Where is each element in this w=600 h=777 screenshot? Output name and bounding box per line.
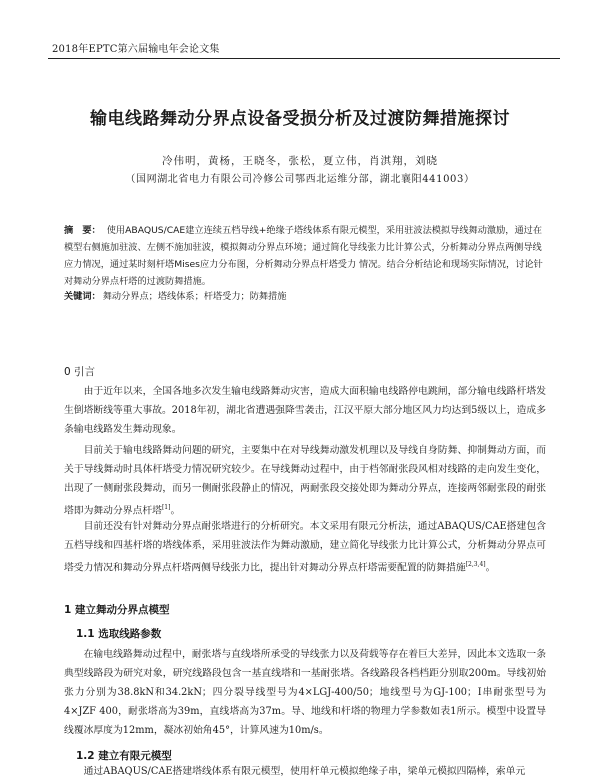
abstract: [64, 222, 544, 290]
section-1-1-paragraph: 在输电线路舞动过程中，耐张塔与直线塔所承受的导线张力以及荷载等存在着巨大差异，因此本文选取一条典型线路段为研究对象，研究线路段包含一基直线塔和一基耐张塔。各线路段各档档距分别取200m。导线初始张力分别为38.8kN和34.2kN；四分裂导线型号为4×LGJ-400/50；地线型号为GJ-100；Ⅰ串耐张型号为4×JZF 400，耐张塔高为39m，直线塔高为37m。导、地线和杆塔的物理力学参数如表1所示。模型中设置导线覆冰厚度为12mm，凝冰初始角45°，计算风速为10m/s。: [64, 649, 546, 736]
abstract-text: 使用ABAQUS/CAE建立连续五档导线+绝缘子塔线体系有限元模型，采用驻波法模拟导线舞动激励，通过在模型右侧施加驻波、左侧不施加驻波，模拟舞动分界点环境；通过简化导线张力比计算公式，分析舞动分界点两侧导线应力情况，通过某时刻杆塔Mises应力分布图，分析舞动分界点杆塔受力 情况。结合分析结论和现场实际情况，讨论针对舞动分界点杆塔的过渡防舞措施。: [64, 225, 543, 287]
running-header: 2018年EPTC第六届输电年会论文集: [52, 44, 220, 55]
keywords-text: 舞动分界点；塔线体系；杆塔受力；防舞措施: [102, 291, 287, 302]
intro-paragraph-3-text: 目前还没有针对舞动分界点耐张塔进行的分析研究。本文采用有限元分析法，通过ABAQUS/CAE搭建包含五档导线和四基杆塔的塔线体系，采用驻波法作为舞动激励，建立简化导线张力比计算公式，分析舞动分界点可塔受力情况和舞动分界点杆塔两侧导线张力比，提出针对舞动分界点杆塔需要配置的防舞措施: [64, 521, 546, 574]
abstract-label: 摘 要：: [64, 225, 101, 236]
intro-paragraph-2: 目前关于输电线路舞动问题的研究，主要集中在对导线舞动激发机理以及导线自身防舞、抑制舞动方面，而关于导线舞动时具体杆塔受力情况研究较少。在导线舞动过程中，由于档邻耐张段风相对线路的走向发生变化，出现了一侧耐张段舞动，而另一侧耐张段静止的情况，两耐张段交接处即为舞动分界点，连接两邻耐张段的耐张塔即为舞动分界点杆塔[1]。: [64, 445, 546, 517]
intro-paragraph-2-text: 目前关于输电线路舞动问题的研究，主要集中在对导线舞动激发机理以及导线自身防舞、抑制舞动方面，而关于导线舞动时具体杆塔受力情况研究较少。在导线舞动过程中，由于档邻耐张段风相对线路的走向发生变化，出现了一侧耐张段舞动，而另一侧耐张段静止的情况，两耐张段交接处即为舞动分界点，连接两邻耐张段的耐张塔即为舞动分界点杆塔: [64, 445, 546, 517]
intro-paragraph-1: 由于近年以来，全国各地多次发生输电线路舞动灾害，造成大面积输电线路停电跳闸，部分输电线路杆塔发生倒塔断线等重大事故。2018年初，湖北省遭遇强降雪袭击，江汉平原大部分地区风力均达到5级以上，造成多条输电线路发生舞动现象。: [64, 386, 546, 435]
keywords: [64, 288, 544, 302]
section-1-2-heading: 1.2 建立有限元模型: [76, 750, 172, 762]
paper-title: 输电线路舞动分界点设备受损分析及过渡防舞措施探讨: [90, 109, 510, 129]
keywords-label: 关键词：: [64, 291, 101, 302]
citation: [1]: [161, 504, 171, 511]
section-1-heading: 1 建立舞动分界点模型: [64, 604, 170, 616]
intro-heading: 0 引言: [64, 366, 96, 378]
section-1-1-heading: 1.1 选取线路参数: [76, 628, 162, 640]
intro-paragraph-3: 目前还没有针对舞动分界点耐张塔进行的分析研究。本文采用有限元分析法，通过ABAQUS/CAE搭建包含五档导线和四基杆塔的塔线体系，采用驻波法作为舞动激励，建立简化导线张力比计算公式，分析舞动分界点可塔受力情况和舞动分界点杆塔两侧导线张力比，提出针对舞动分界点杆塔需要配置的防舞措施[2,3,4]。: [64, 521, 546, 574]
author-list: 冷伟明，黄杨，王晓冬，张松，夏立伟，肖淇翔，刘晓: [162, 155, 438, 167]
section-1-2-paragraph: 通过ABAQUS/CAE搭建塔线体系有限元模型，使用杆单元模拟绝缘子串，梁单元模拟四隔棒，索单元: [83, 766, 526, 777]
citation: [2,3,4]: [465, 561, 486, 568]
affiliation: （国网湖北省电力有限公司冷修公司鄂西北运维分部，湖北襄阳441003）: [125, 174, 475, 185]
header-rule: [48, 58, 560, 59]
